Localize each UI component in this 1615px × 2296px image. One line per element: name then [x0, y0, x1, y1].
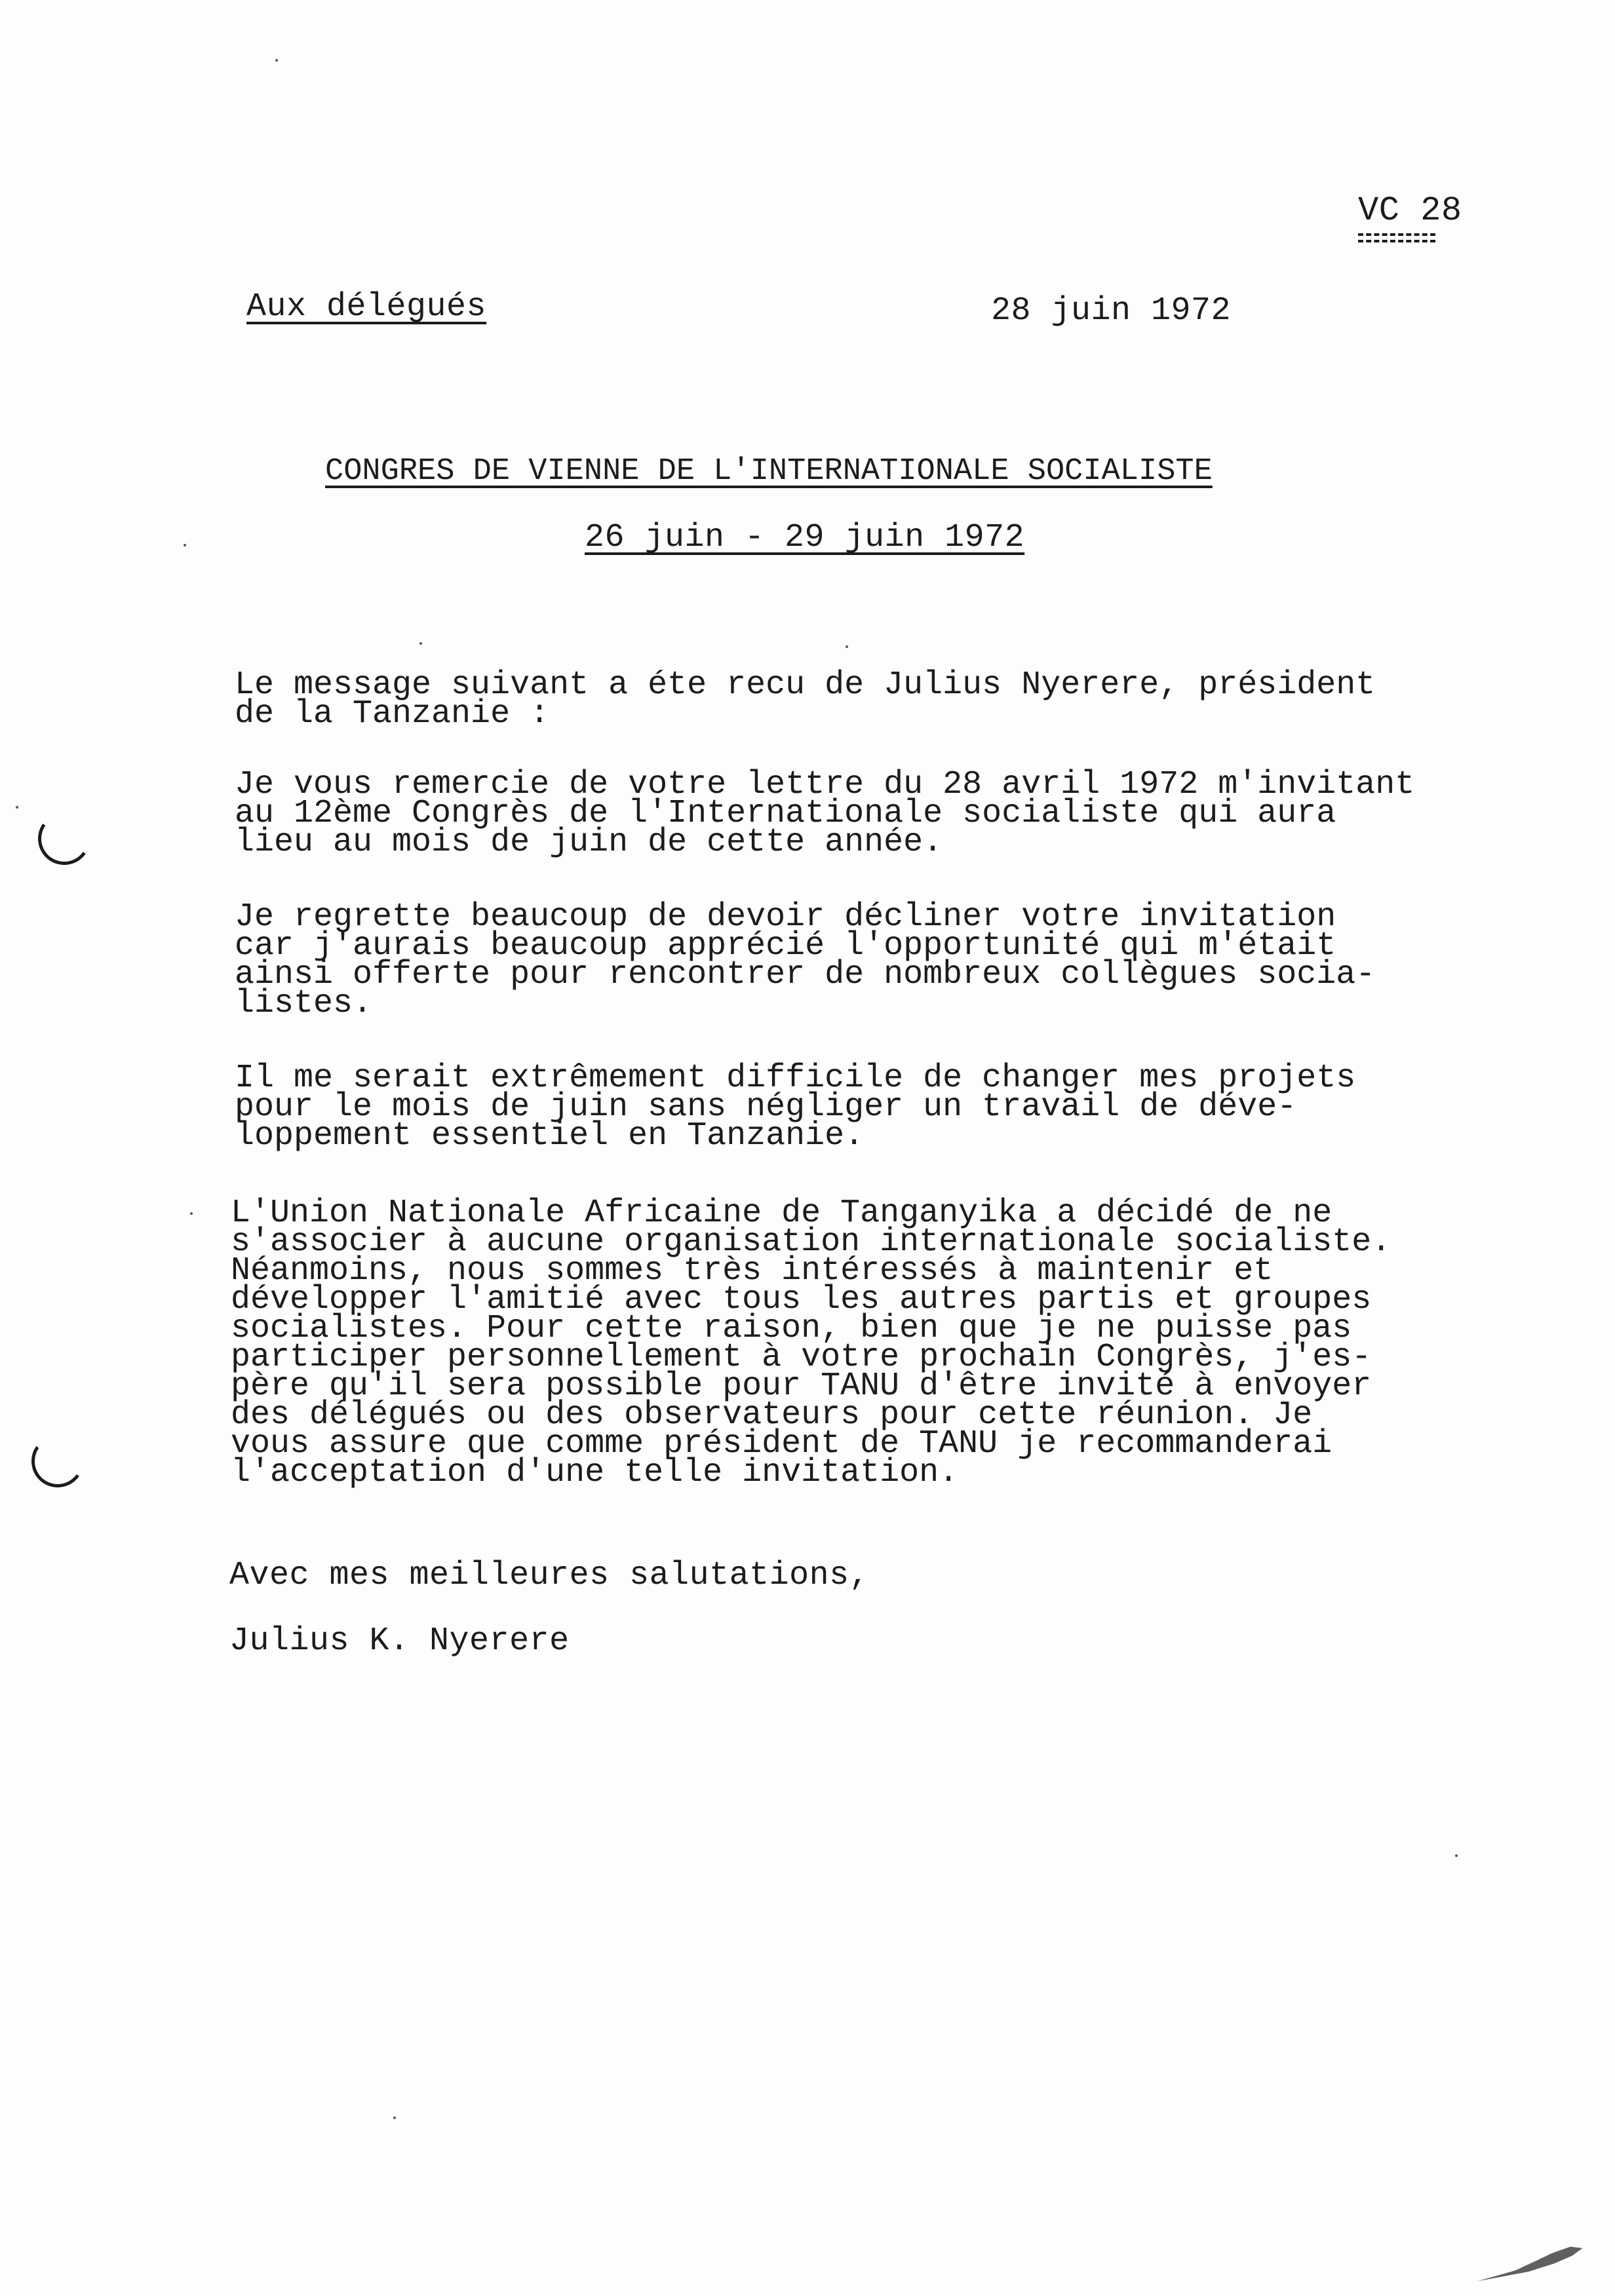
text-line: listes. [235, 985, 373, 1022]
document-reference: VC 28 [1358, 191, 1462, 230]
ink-smudge [1474, 2243, 1587, 2286]
text-line: vous assure que comme président de TANU je recommanderai [231, 1425, 1333, 1463]
closing-salutation: Avec mes meilleures salutations, [229, 1557, 870, 1594]
paragraph-regret [235, 898, 1480, 1022]
punch-hole-mark-top [34, 809, 95, 870]
scan-speck [1455, 1854, 1458, 1857]
text-line: pour le mois de juin sans négliger un travail de déve- [235, 1088, 1297, 1126]
text-line: lieu au mois de juin de cette année. [235, 824, 943, 861]
text-line: socialistes. Pour cette raison, bien que je ne puisse pas [231, 1310, 1352, 1347]
text-line: ainsi offerte pour rencontrer de nombreux collègues socia- [235, 956, 1376, 993]
text-line: l'acceptation d'une telle invitation. [231, 1454, 959, 1491]
scan-speck [846, 645, 848, 648]
reference-underline [1358, 233, 1435, 236]
text-line: loppement essentiel en Tanzanie. [235, 1117, 865, 1155]
text-line: père qu'il sera possible pour TANU d'être invité à envoyer [231, 1368, 1372, 1405]
paragraph-intro [235, 666, 1480, 733]
text-line: s'associer à aucune organisation internationale socialiste. [231, 1223, 1391, 1261]
scan-speck [275, 59, 278, 62]
text-line: Je vous remercie de votre lettre du 28 avril 1972 m'invitant [235, 766, 1415, 803]
text-line: participer personnellement à votre prochain Congrès, j'es- [231, 1339, 1372, 1376]
letter-date: 28 juin 1972 [991, 292, 1232, 330]
text-line: L'Union Nationale Africaine de Tanganyika a décidé de ne [231, 1195, 1333, 1232]
text-line: développer l'amitié avec tous les autres partis et groupes [231, 1281, 1372, 1318]
scan-speck [419, 642, 422, 645]
document-title: CONGRES DE VIENNE DE L'INTERNATIONALE SOCIALISTE [325, 454, 1213, 489]
punch-hole-mark-bottom [28, 1431, 88, 1492]
recipient-line: Aux délégués [246, 288, 487, 326]
scan-speck [16, 806, 18, 809]
text-line: Néanmoins, nous sommes très intéressés à maintenir et [231, 1252, 1274, 1290]
text-line: Je regrette beaucoup de devoir décliner votre invitation [235, 898, 1336, 936]
text-line: Le message suivant a éte recu de Julius Nyerere, président [235, 666, 1376, 704]
reference-underline-2 [1358, 240, 1435, 242]
text-line: des délégués ou des observateurs pour cette réunion. Je [231, 1396, 1313, 1434]
paragraph-thanks [235, 766, 1480, 861]
scan-speck [190, 1212, 193, 1215]
text-line: au 12ème Congrès de l'Internationale socialiste qui aura [235, 795, 1336, 832]
scan-speck [393, 2116, 396, 2119]
document-subtitle: 26 juin - 29 juin 1972 [585, 519, 1025, 556]
signature-name: Julius K. Nyerere [229, 1622, 570, 1660]
paragraph-difficulty [235, 1060, 1480, 1155]
text-line: car j'aurais beaucoup apprécié l'opportunité qui m'était [235, 927, 1336, 965]
text-line: de la Tanzanie : [235, 695, 550, 733]
paragraph-tanu [231, 1195, 1476, 1491]
scan-speck [184, 544, 186, 546]
text-line: Il me serait extrêmement difficile de changer mes projets [235, 1060, 1356, 1097]
